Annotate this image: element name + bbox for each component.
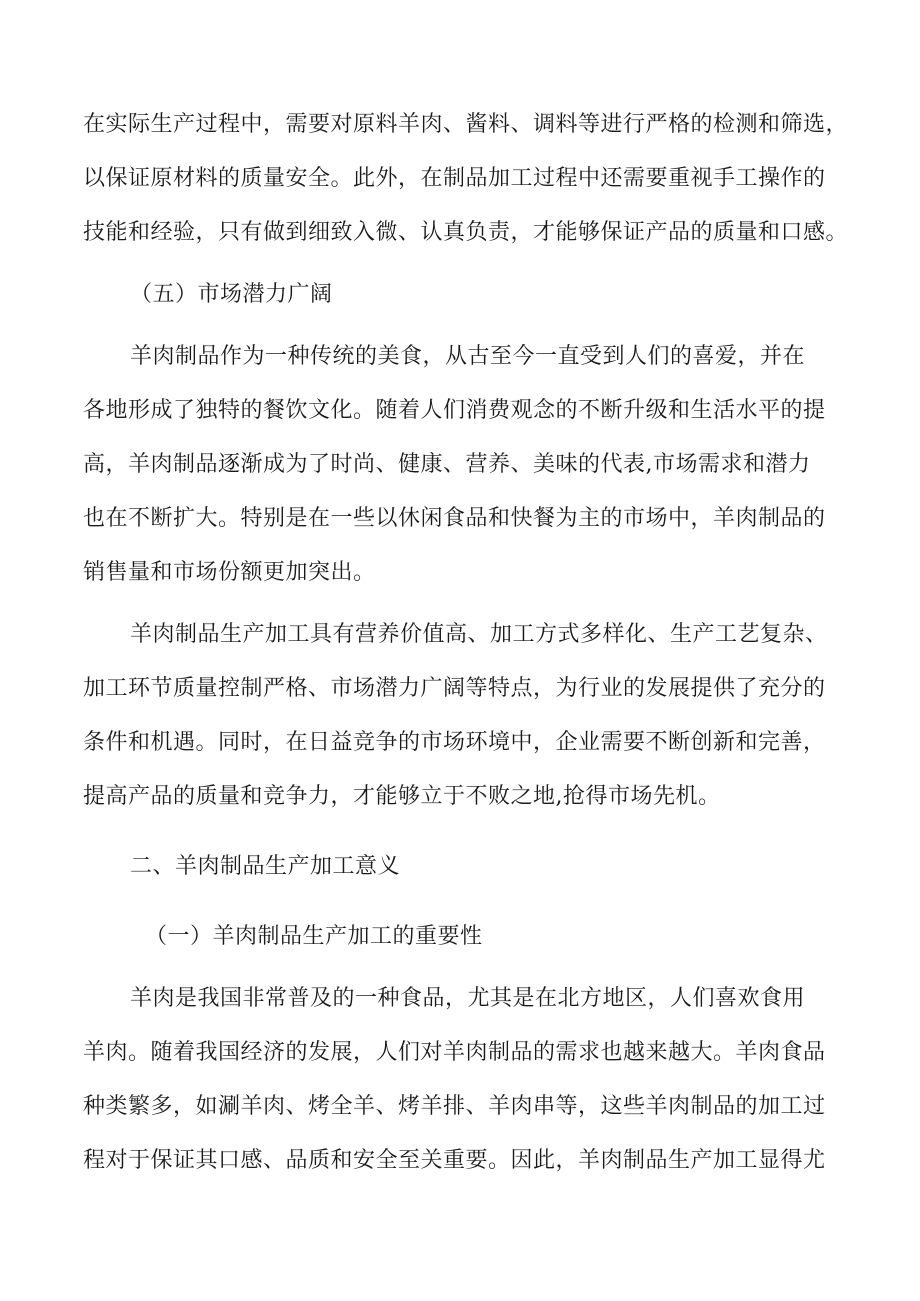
text-line: 各地形成了独特的餐饮文化。随着人们消费观念的不断升级和生活水平的提	[83, 398, 826, 423]
text-line: 羊肉制品生产加工具有营养价值高、加工方式多样化、生产工艺复杂、	[130, 622, 828, 647]
text-line: 以保证原材料的质量安全。此外，在制品加工过程中还需要重视手工操作的	[83, 166, 826, 191]
text-line: 条件和机遇。同时，在日益竞争的市场环境中，企业需要不断创新和完善，	[83, 730, 826, 755]
text-line: 羊肉。随着我国经济的发展，人们对羊肉制品的需求也越来越大。羊肉食品	[83, 1040, 826, 1065]
text-line: 羊肉是我国非常普及的一种食品，尤其是在北方地区，人们喜欢食用	[130, 986, 806, 1011]
text-line: 羊肉制品作为一种传统的美食，从古至今一直受到人们的喜爱，并在	[130, 344, 806, 369]
text-line: 技能和经验，只有做到细致入微、认真负责，才能够保证产品的质量和口感。	[83, 220, 849, 245]
text-line: 加工环节质量控制严格、市场潜力广阔等特点，为行业的发展提供了充分的	[83, 676, 826, 701]
text-line: 在实际生产过程中，需要对原料羊肉、酱料、调料等进行严格的检测和筛选，	[83, 112, 849, 137]
text-line: 提高产品的质量和竞争力，才能够立于不败之地,抢得市场先机。	[83, 784, 721, 809]
subheading-importance: （一）羊肉制品生产加工的重要性	[145, 924, 483, 949]
text-line: 也在不断扩大。特别是在一些以休闲食品和快餐为主的市场中，羊肉制品的	[83, 506, 826, 531]
section-title: 二、羊肉制品生产加工意义	[130, 854, 401, 879]
text-line: 高，羊肉制品逐渐成为了时尚、健康、营养、美味的代表,市场需求和潜力	[83, 452, 811, 477]
subheading-market-potential: （五）市场潜力广阔	[130, 282, 333, 307]
text-line: 种类繁多，如涮羊肉、烤全羊、烤羊排、羊肉串等，这些羊肉制品的加工过	[83, 1094, 826, 1119]
text-line: 销售量和市场份额更加突出。	[83, 560, 376, 585]
text-line: 程对于保证其口感、品质和安全至关重要。因此，羊肉制品生产加工显得尤	[83, 1148, 826, 1173]
